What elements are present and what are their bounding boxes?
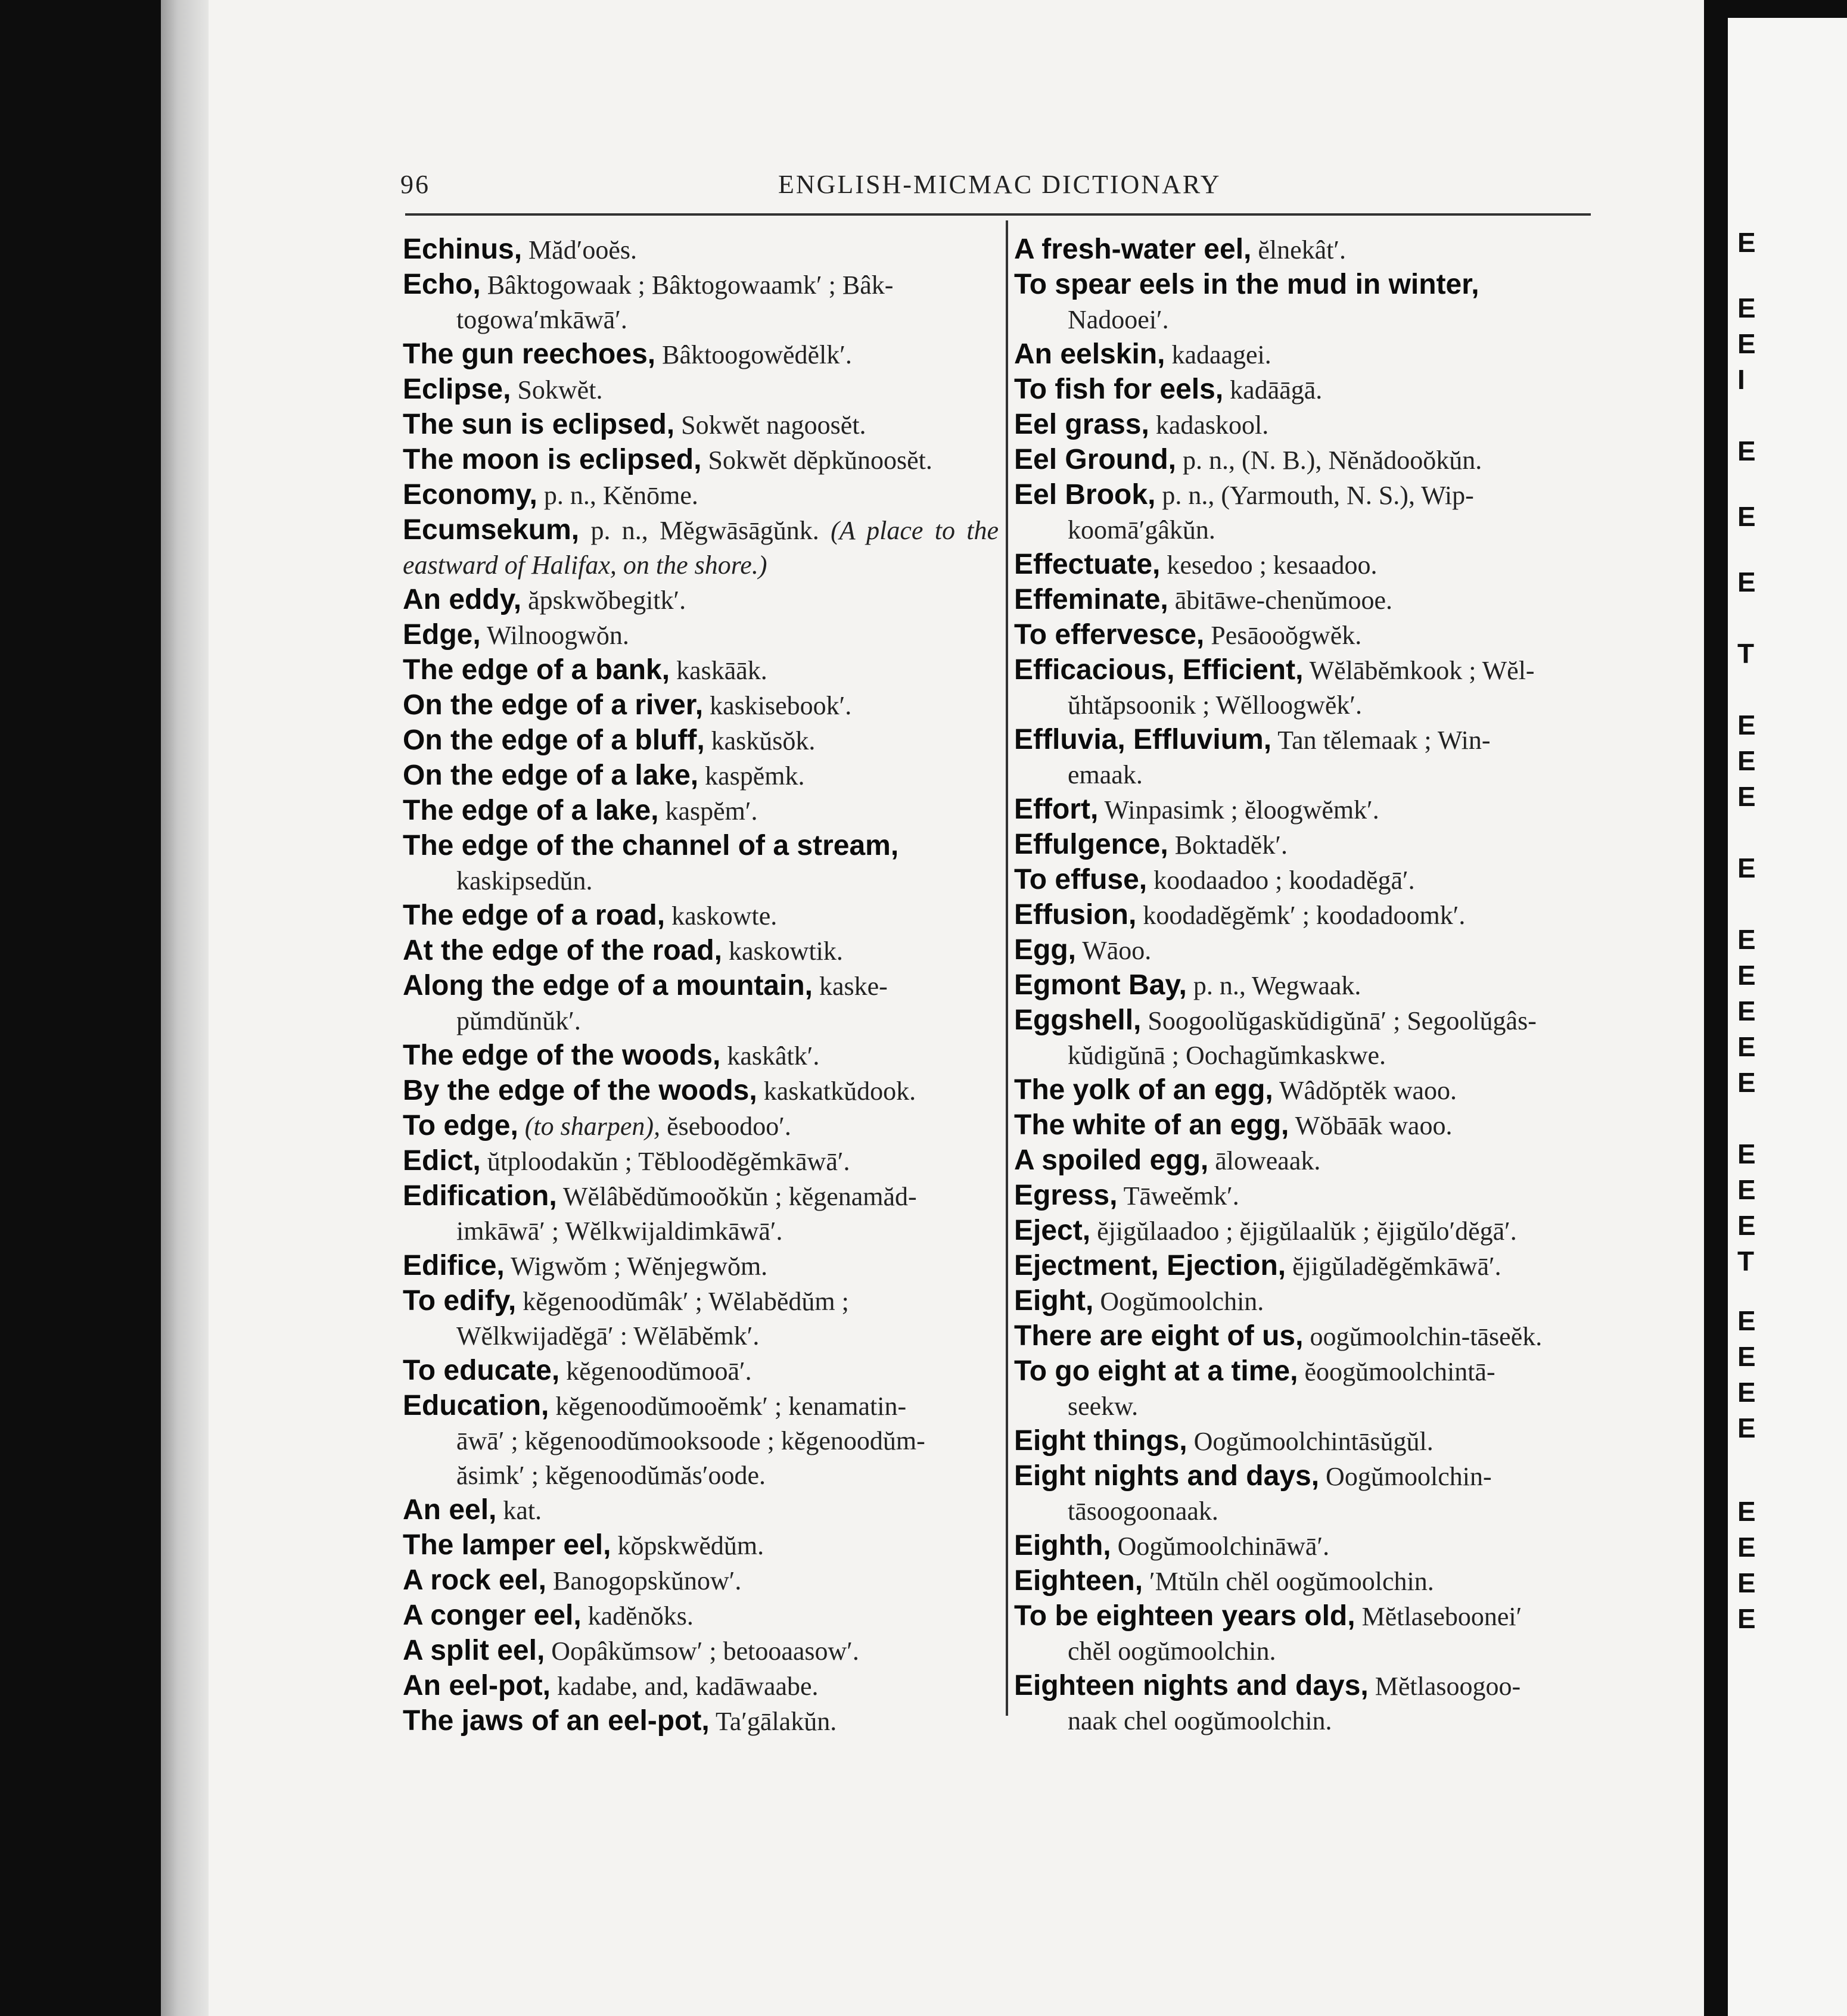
entry-headword: Effusion, bbox=[1014, 899, 1137, 931]
dictionary-entry bbox=[403, 1704, 999, 1739]
fragment-letter: T bbox=[1737, 1246, 1755, 1277]
entry-definition: kadĕnŏks. bbox=[587, 1601, 694, 1631]
entry-headword: To go eight at a time, bbox=[1014, 1355, 1298, 1387]
dictionary-entry bbox=[403, 1249, 999, 1284]
dictionary-entry bbox=[1014, 1459, 1610, 1529]
dictionary-entry bbox=[1014, 583, 1610, 618]
dictionary-entry bbox=[1014, 1599, 1610, 1669]
entry-headword: Eighth, bbox=[1014, 1530, 1111, 1561]
entry-headword: To effervesce, bbox=[1014, 619, 1205, 651]
entry-definition: Tāweĕmkʹ. bbox=[1123, 1181, 1239, 1211]
entry-definition: kaskāāk. bbox=[676, 656, 767, 685]
entry-definition: Sokwĕt dĕpkŭnoosĕt. bbox=[708, 446, 932, 475]
entry-definition: p. n., (Yarmouth, N. S.), Wip- bbox=[1162, 481, 1474, 510]
entry-definition: Tan tĕlemaak ; Win- bbox=[1277, 726, 1491, 755]
dictionary-entry bbox=[1014, 723, 1610, 792]
dictionary-entry bbox=[1014, 1564, 1610, 1599]
entry-definition: ābitāwe-chenŭmooe. bbox=[1174, 586, 1393, 615]
dictionary-entry bbox=[403, 1563, 999, 1598]
entry-continuation: tāsoogoonaak. bbox=[1068, 1497, 1218, 1526]
dictionary-entry bbox=[1014, 1214, 1610, 1249]
entry-definition: Oogŭmoolchin. bbox=[1100, 1287, 1264, 1316]
fragment-letter: E bbox=[1737, 781, 1756, 812]
entry-continuation: koomāʹgâkŭn. bbox=[1068, 515, 1215, 545]
entry-headword: The edge of a bank, bbox=[403, 654, 670, 686]
entry-definition: koodaadoo ; koodadĕgāʹ. bbox=[1153, 866, 1415, 895]
dictionary-entry bbox=[1014, 1354, 1610, 1424]
dictionary-entry bbox=[403, 583, 999, 618]
entry-headword: Edict, bbox=[403, 1145, 481, 1177]
entry-definition: ʹMtŭln chĕl oogŭmoolchin. bbox=[1149, 1567, 1434, 1596]
entry-continuation: ŭhtăpsoonik ; Wĕlloogwĕkʹ. bbox=[1068, 690, 1362, 720]
dictionary-entry bbox=[403, 723, 999, 758]
dictionary-entry bbox=[403, 898, 999, 934]
dictionary-entry bbox=[1014, 547, 1610, 583]
dictionary-entry bbox=[403, 934, 999, 969]
entry-headword: The edge of the channel of a stream, bbox=[403, 830, 899, 861]
entry-headword: The edge of the woods, bbox=[403, 1040, 721, 1071]
entry-headword: There are eight of us, bbox=[1014, 1320, 1304, 1352]
entry-definition: Sokwĕt nagoosĕt. bbox=[681, 410, 866, 440]
entry-headword: A spoiled egg, bbox=[1014, 1144, 1209, 1176]
entry-headword: Efficacious, Efficient, bbox=[1014, 654, 1304, 686]
entry-continuation: āwāʹ ; kĕgenoodŭmooksoode ; kĕgenoodŭm- bbox=[456, 1426, 925, 1455]
dictionary-entry bbox=[1014, 1529, 1610, 1564]
entry-definition: kaskisebookʹ. bbox=[710, 691, 852, 720]
entry-headword: Eel Ground, bbox=[1014, 444, 1177, 475]
entry-headword: A conger eel, bbox=[403, 1600, 582, 1631]
entry-continuation: naak chel oogŭmoolchin. bbox=[1068, 1706, 1332, 1735]
entry-headword: Effort, bbox=[1014, 794, 1099, 825]
fragment-letter: E bbox=[1737, 745, 1756, 776]
entry-definition: Oogŭmoolchintāsŭgŭl. bbox=[1193, 1427, 1434, 1456]
fragment-letter: E bbox=[1737, 1532, 1756, 1563]
entry-definition: kĕgenoodŭmooāʹ. bbox=[566, 1357, 752, 1386]
dictionary-entry bbox=[1014, 443, 1610, 478]
fragment-letter: E bbox=[1737, 567, 1756, 598]
dictionary-entry bbox=[403, 1528, 999, 1563]
dictionary-entry bbox=[403, 513, 999, 583]
entry-definition: kadaskool. bbox=[1155, 410, 1269, 440]
entry-definition: kaskŭsŏk. bbox=[711, 726, 816, 755]
entry-definition: ĕjigŭladĕgĕmkāwāʹ. bbox=[1292, 1252, 1501, 1281]
dictionary-entry bbox=[1014, 653, 1610, 723]
dictionary-entry bbox=[403, 267, 999, 337]
entry-headword: The moon is eclipsed, bbox=[403, 444, 702, 475]
entry-continuation: pŭmdŭnŭkʹ. bbox=[456, 1006, 581, 1035]
dictionary-entry bbox=[1014, 1284, 1610, 1319]
page-edge bbox=[161, 0, 209, 2016]
entry-headword: The sun is eclipsed, bbox=[403, 409, 675, 440]
entry-definition: Wilnoogwŏn. bbox=[486, 621, 629, 650]
entry-headword: Eel grass, bbox=[1014, 409, 1149, 440]
dictionary-entry bbox=[403, 1144, 999, 1179]
dictionary-entry bbox=[403, 1634, 999, 1669]
entry-headword: The jaws of an eel-pot, bbox=[403, 1705, 710, 1737]
entry-headword: To edify, bbox=[403, 1285, 517, 1317]
entry-headword: To spear eels in the mud in winter, bbox=[1014, 269, 1479, 300]
entry-definition: Banogopskŭnowʹ. bbox=[553, 1566, 742, 1595]
entry-headword: Eight things, bbox=[1014, 1425, 1187, 1457]
entry-continuation: kŭdigŭnā ; Oochagŭmkaskwe. bbox=[1068, 1041, 1386, 1070]
entry-headword: To educate, bbox=[403, 1355, 560, 1386]
dictionary-entry bbox=[1014, 1178, 1610, 1214]
fragment-letter: E bbox=[1737, 1210, 1756, 1241]
entry-headword: Eighteen nights and days, bbox=[1014, 1670, 1369, 1701]
entry-definition: kaskowte. bbox=[671, 901, 778, 931]
entry-continuation: kaskipsedŭn. bbox=[456, 866, 593, 895]
dictionary-entry bbox=[403, 829, 999, 898]
entry-definition: kadaagei. bbox=[1171, 340, 1271, 369]
dictionary-entry bbox=[403, 443, 999, 478]
dictionary-entry bbox=[1014, 232, 1610, 267]
entry-definition: ĕseboodooʹ. bbox=[667, 1112, 791, 1141]
fragment-letter: E bbox=[1737, 328, 1756, 359]
entry-headword: An eddy, bbox=[403, 584, 522, 615]
entry-headword: To effuse, bbox=[1014, 864, 1148, 895]
fragment-letter: E bbox=[1737, 293, 1756, 323]
entry-headword: Education, bbox=[403, 1390, 549, 1421]
right-column bbox=[1014, 232, 1610, 1738]
entry-headword: Eight, bbox=[1014, 1285, 1094, 1317]
entry-definition: Bâktogowaak ; Bâktogowaamkʹ ; Bâk- bbox=[487, 270, 894, 300]
dictionary-entry bbox=[1014, 933, 1610, 968]
entry-headword: Economy, bbox=[403, 479, 537, 511]
dictionary-entry bbox=[403, 758, 999, 794]
dictionary-entry bbox=[403, 372, 999, 407]
entry-definition: ĕlnekâtʹ. bbox=[1258, 235, 1347, 265]
dictionary-entry bbox=[403, 794, 999, 829]
entry-headword: Effeminate, bbox=[1014, 584, 1168, 615]
entry-headword: Eel Brook, bbox=[1014, 479, 1156, 511]
entry-definition: Mĕtlasoogoo- bbox=[1375, 1672, 1521, 1701]
entry-headword: An eel-pot, bbox=[403, 1670, 551, 1701]
fragment-letter: E bbox=[1737, 1341, 1756, 1372]
dictionary-entry bbox=[403, 969, 999, 1038]
entry-headword: Eighteen, bbox=[1014, 1565, 1143, 1597]
entry-definition: p. n., (N. B.), Nĕnădooŏkŭn. bbox=[1183, 446, 1482, 475]
entry-definition: ŭtploodakŭn ; Tĕbloodĕgĕmkāwāʹ. bbox=[487, 1147, 850, 1176]
entry-definition: Sokwĕt. bbox=[517, 375, 603, 405]
entry-headword: The edge of a road, bbox=[403, 900, 666, 931]
entry-definition: Soogoolŭgaskŭdigŭnāʹ ; Segoolŭgâs- bbox=[1148, 1006, 1537, 1035]
entry-definition: Wigwŏm ; Wĕnjegwŏm. bbox=[510, 1252, 768, 1281]
entry-headword: A fresh-water eel, bbox=[1014, 234, 1252, 265]
entry-note: (to sharpen), bbox=[524, 1112, 667, 1141]
dictionary-entry bbox=[403, 1074, 999, 1109]
entry-definition: āloweaak. bbox=[1215, 1146, 1321, 1175]
entry-definition: Winpasimk ; ĕloogwĕmkʹ. bbox=[1104, 795, 1379, 825]
dictionary-entry bbox=[403, 1179, 999, 1249]
entry-definition: kaspĕmʹ. bbox=[665, 797, 758, 826]
entry-continuation: ăsimkʹ ; kĕgenoodŭmăsʹoode. bbox=[456, 1461, 766, 1490]
page-number: 96 bbox=[400, 170, 430, 199]
entry-headword: The yolk of an egg, bbox=[1014, 1074, 1273, 1106]
fragment-letter: E bbox=[1737, 1138, 1756, 1169]
entry-headword: Echinus, bbox=[403, 234, 523, 265]
entry-headword: Ecumsekum, bbox=[403, 514, 580, 546]
entry-definition: Mĕtlasebooneiʹ bbox=[1361, 1602, 1522, 1631]
page-title: ENGLISH-MICMAC DICTIONARY bbox=[778, 170, 1221, 199]
entry-headword: The gun reechoes, bbox=[403, 338, 656, 370]
entry-definition: kaskatkŭdook. bbox=[763, 1077, 916, 1106]
dictionary-entry bbox=[403, 1669, 999, 1704]
fragment-letter: E bbox=[1737, 924, 1756, 955]
fragment-letter: E bbox=[1737, 710, 1756, 741]
entry-headword: An eelskin, bbox=[1014, 338, 1165, 370]
entry-headword: On the edge of a river, bbox=[403, 689, 704, 721]
entry-continuation: togowaʹmkāwāʹ. bbox=[456, 305, 627, 334]
entry-definition: ĕjigŭlaadoo ; ĕjigŭlaalŭk ; ĕjigŭloʹdĕgāʹ. bbox=[1097, 1217, 1517, 1246]
dictionary-entry bbox=[403, 407, 999, 443]
entry-headword: To edge, bbox=[403, 1110, 518, 1141]
entry-definition: Oopâkŭmsowʹ ; betooaasowʹ. bbox=[551, 1637, 859, 1666]
entry-headword: A rock eel, bbox=[403, 1564, 547, 1596]
dictionary-entry bbox=[1014, 372, 1610, 407]
fragment-letter: T bbox=[1737, 638, 1755, 669]
dictionary-entry bbox=[1014, 1108, 1610, 1143]
entry-headword: Effluvia, Effluvium, bbox=[1014, 724, 1272, 755]
entry-definition: Wāoo. bbox=[1082, 936, 1152, 965]
entry-headword: Along the edge of a mountain, bbox=[403, 970, 813, 1001]
dictionary-entry bbox=[1014, 968, 1610, 1003]
dictionary-entry bbox=[1014, 407, 1610, 443]
entry-headword: On the edge of a lake, bbox=[403, 760, 699, 791]
dictionary-entry bbox=[1014, 1249, 1610, 1284]
entry-definition: p. n., Kĕnōme. bbox=[543, 481, 698, 510]
entry-definition: Oogŭmoolchināwāʹ. bbox=[1117, 1532, 1330, 1561]
fragment-letter: E bbox=[1737, 1305, 1756, 1336]
entry-headword: To fish for eels, bbox=[1014, 374, 1224, 405]
entry-headword: Egg, bbox=[1014, 934, 1076, 966]
entry-definition: kaskâtkʹ. bbox=[727, 1041, 820, 1071]
dictionary-entry bbox=[1014, 337, 1610, 372]
dictionary-entry bbox=[1014, 267, 1610, 337]
entry-definition: Mădʹooĕs. bbox=[528, 235, 637, 265]
entry-continuation: chĕl oogŭmoolchin. bbox=[1068, 1637, 1276, 1666]
dictionary-entry bbox=[403, 1038, 999, 1074]
column-divider bbox=[1006, 220, 1008, 1716]
entry-definition: kaskowtik. bbox=[729, 937, 843, 966]
entry-definition: kadāāgā. bbox=[1230, 375, 1323, 405]
entry-headword: Edification, bbox=[403, 1180, 557, 1212]
dictionary-entry bbox=[403, 1354, 999, 1389]
entry-continuation: imkāwāʹ ; Wĕlkwijaldimkāwāʹ. bbox=[456, 1217, 783, 1246]
dictionary-entry bbox=[1014, 618, 1610, 653]
entry-definition: Wĕlābĕmkook ; Wĕl- bbox=[1309, 656, 1535, 685]
entry-note: (A place to the eastward of Halifax, on the shore.) bbox=[403, 516, 999, 580]
dictionary-entry bbox=[403, 653, 999, 688]
dictionary-entry bbox=[1014, 898, 1610, 933]
dictionary-entry bbox=[1014, 863, 1610, 898]
dictionary-entry bbox=[1014, 792, 1610, 827]
fragment-letter: E bbox=[1737, 1496, 1756, 1527]
entry-headword: Egress, bbox=[1014, 1180, 1118, 1211]
entry-definition: kat. bbox=[503, 1496, 542, 1525]
entry-headword: The lamper eel, bbox=[403, 1529, 611, 1561]
entry-definition: kĕgenoodŭmâkʹ ; Wĕlabĕdŭm ; bbox=[523, 1287, 849, 1316]
fragment-letter: E bbox=[1737, 435, 1756, 466]
entry-headword: The white of an egg, bbox=[1014, 1109, 1289, 1141]
entry-definition: kesedoo ; kesaadoo. bbox=[1167, 550, 1378, 580]
fragment-letter: E bbox=[1737, 1174, 1756, 1205]
fragment-letter: E bbox=[1737, 1567, 1756, 1598]
dictionary-entry bbox=[403, 1109, 999, 1144]
dictionary-entry bbox=[1014, 478, 1610, 547]
fragment-letter: I bbox=[1737, 364, 1745, 395]
entry-headword: Eight nights and days, bbox=[1014, 1460, 1320, 1492]
entry-headword: To be eighteen years old, bbox=[1014, 1600, 1355, 1632]
entry-headword: Edge, bbox=[403, 619, 481, 651]
entry-headword: Edifice, bbox=[403, 1250, 505, 1281]
entry-definition: Wĕlâbĕdŭmooŏkŭn ; kĕgenamăd- bbox=[562, 1182, 917, 1211]
entry-headword: Eject, bbox=[1014, 1215, 1091, 1246]
entry-headword: At the edge of the road, bbox=[403, 935, 723, 966]
entry-definition: ĕoogŭmoolchintā- bbox=[1304, 1357, 1495, 1386]
entry-continuation: seekw. bbox=[1068, 1392, 1139, 1421]
fragment-letter: E bbox=[1737, 1067, 1756, 1098]
entry-continuation: emaak. bbox=[1068, 760, 1143, 789]
header-rule bbox=[405, 213, 1591, 216]
entry-definition: kaske- bbox=[819, 972, 888, 1001]
dictionary-entry bbox=[1014, 1319, 1610, 1354]
entry-definition: p. n., Mĕgwāsāgŭnk. bbox=[590, 516, 819, 545]
entry-definition: kĕgenoodŭmooĕmkʹ ; kenamatin- bbox=[555, 1392, 907, 1421]
entry-headword: A split eel, bbox=[403, 1635, 545, 1666]
dictionary-entry bbox=[403, 618, 999, 653]
entry-headword: Effectuate, bbox=[1014, 549, 1161, 580]
entry-definition: ăpskwŏbegitkʹ. bbox=[528, 586, 686, 615]
entry-headword: Egmont Bay, bbox=[1014, 969, 1187, 1001]
entry-continuation: Wĕlkwijadĕgāʹ : Wĕlābĕmkʹ. bbox=[456, 1321, 760, 1351]
entry-headword: By the edge of the woods, bbox=[403, 1075, 757, 1106]
entry-definition: oogŭmoolchin-tāseĕk. bbox=[1310, 1322, 1543, 1351]
dictionary-entry bbox=[403, 478, 999, 513]
entry-definition: Taʹgālakŭn. bbox=[715, 1707, 837, 1736]
entry-headword: Eggshell, bbox=[1014, 1004, 1142, 1036]
dictionary-entry bbox=[1014, 1143, 1610, 1178]
entry-definition: kŏpskwĕdŭm. bbox=[617, 1531, 764, 1560]
entry-headword: Ejectment, Ejection, bbox=[1014, 1250, 1286, 1281]
dictionary-entry bbox=[403, 1598, 999, 1634]
entry-definition: Wâdŏptĕk waoo. bbox=[1279, 1076, 1457, 1105]
entry-definition: Pesāooŏgwĕk. bbox=[1211, 621, 1362, 650]
dictionary-entry bbox=[403, 688, 999, 723]
dictionary-entry bbox=[403, 1284, 999, 1354]
page-header bbox=[400, 169, 1591, 205]
fragment-letter: E bbox=[1737, 960, 1756, 991]
entry-headword: On the edge of a bluff, bbox=[403, 724, 705, 756]
fragment-letter: E bbox=[1737, 1031, 1756, 1062]
dictionary-entry bbox=[403, 232, 999, 267]
entry-headword: An eel, bbox=[403, 1494, 497, 1526]
next-page-fragment bbox=[1728, 18, 1847, 2016]
entry-continuation: Nadooeiʹ. bbox=[1068, 305, 1169, 334]
entry-definition: Oogŭmoolchin- bbox=[1326, 1462, 1492, 1491]
fragment-letter: E bbox=[1737, 227, 1756, 258]
entry-definition: Bâktoogowĕdĕlkʹ. bbox=[662, 340, 852, 369]
entry-headword: Eclipse, bbox=[403, 374, 511, 405]
dictionary-entry bbox=[1014, 827, 1610, 863]
fragment-letter: E bbox=[1737, 501, 1756, 532]
entry-definition: p. n., Wegwaak. bbox=[1193, 971, 1361, 1000]
dictionary-entry bbox=[1014, 1073, 1610, 1108]
entry-headword: Effulgence, bbox=[1014, 829, 1168, 860]
entry-definition: kadabe, and, kadāwaabe. bbox=[557, 1672, 819, 1701]
entry-definition: Boktadĕkʹ. bbox=[1174, 830, 1288, 860]
fragment-letter: E bbox=[1737, 995, 1756, 1026]
dictionary-entry bbox=[403, 1389, 999, 1493]
dictionary-entry bbox=[403, 1493, 999, 1528]
dictionary-entry bbox=[403, 337, 999, 372]
dictionary-entry bbox=[1014, 1669, 1610, 1738]
entry-headword: The edge of a lake, bbox=[403, 795, 659, 826]
dictionary-entry bbox=[1014, 1003, 1610, 1073]
entry-definition: kaspĕmk. bbox=[705, 761, 805, 791]
fragment-letter: E bbox=[1737, 1603, 1756, 1634]
fragment-letter: E bbox=[1737, 1377, 1756, 1408]
fragment-letter: E bbox=[1737, 1413, 1756, 1443]
fragment-letter: E bbox=[1737, 853, 1756, 883]
dictionary-entry bbox=[1014, 1424, 1610, 1459]
left-column bbox=[403, 232, 999, 1739]
entry-definition: Wŏbāāk waoo. bbox=[1295, 1111, 1453, 1140]
entry-headword: Echo, bbox=[403, 269, 481, 300]
entry-definition: koodadĕgĕmkʹ ; koodadoomkʹ. bbox=[1143, 901, 1466, 930]
